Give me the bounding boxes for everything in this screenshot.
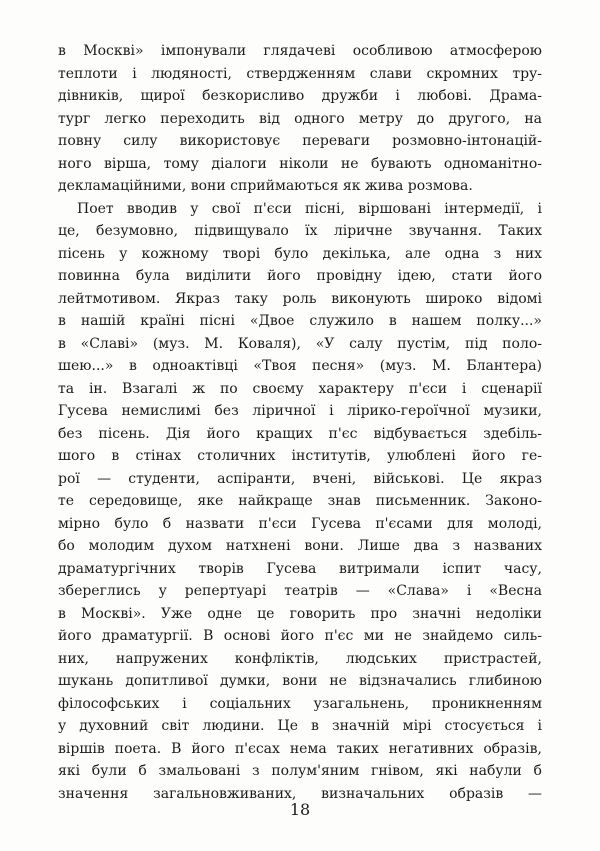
text-line: в нашій країні пісні «Двое служило в нашем полку...» xyxy=(58,313,542,329)
page-number: 18 xyxy=(289,800,311,819)
paragraph-1 xyxy=(58,40,542,198)
text-line: шею...» в одноактівці «Твоя песня» (муз. М. Блантера) xyxy=(58,358,542,374)
text-line: повинна була виділити його провідну ідею, стати його xyxy=(58,268,542,284)
body-text xyxy=(58,40,542,805)
paragraph-2 xyxy=(58,198,542,806)
text-line: в «Славі» (муз. М. Коваля), «У салу пустім, під поло- xyxy=(58,335,542,352)
text-line: тург легко переходить від одного метру до другого, на xyxy=(58,110,542,127)
text-line: шукань допитливої думки, вони не відзначались глибиною xyxy=(58,673,542,689)
text-line: в Москві». Уже одне це говорить про значні недоліки xyxy=(58,605,542,622)
text-line: повну силу використовує переваги розмовно-інтонацій- xyxy=(58,133,542,149)
text-line: ного вірша, тому діалоги ніколи не бувають одноманітно- xyxy=(58,155,542,172)
text-line: мірно було б назвати п'єси Гусева п'єсами для молоді, xyxy=(58,515,542,532)
text-line: які були б змальовані з полум'яним гнівом, які набули б xyxy=(58,763,542,779)
text-line: декламаційними, вони сприймаються як жива розмова. xyxy=(58,178,473,194)
text-line: пісень у кожному творі було декілька, але одна з них xyxy=(58,245,542,262)
text-line: бо молодим духом натхнені вони. Лише два з названих xyxy=(58,538,542,554)
text-line: та ін. Взагалі ж по своєму характеру п'єси і сценарії xyxy=(58,380,542,397)
text-line: драматургічних творів Гусева витримали іспит часу, xyxy=(58,560,542,577)
text-line: те середовище, яке найкраще знав письменник. Законо- xyxy=(58,493,542,509)
text-line: в Москві» імпонували глядачеві особливою атмосферою xyxy=(58,43,542,59)
text-line: значення загальновживаних, визначальних образів — xyxy=(58,785,542,802)
text-line: дівників, щирої безкорисливо дружби і любові. Драма- xyxy=(58,88,542,104)
text-line: у духовний світ людини. Це в значній мірі стосується і xyxy=(58,718,542,734)
text-line: збереглись у репертуарі театрів — «Слава» і «Весна xyxy=(58,583,542,599)
text-line: теплоти і людяності, ствердженням слави скромних тру- xyxy=(58,65,542,82)
text-line: його драматургії. В основі його п'єс ми не знайдемо силь- xyxy=(58,628,542,644)
text-line: філософських і соціальних узагальнень, проникненням xyxy=(58,695,542,712)
text-line: віршів поета. В його п'єсах нема таких негативних образів, xyxy=(58,740,542,757)
text-line: Гусева немислимі без ліричної і лірико-героїчної музики, xyxy=(58,403,542,419)
text-line: шого в стінах столичних інститутів, улюблені його ге- xyxy=(58,448,542,464)
text-line: них, напружених конфліктів, людських пристрастей, xyxy=(58,650,542,667)
text-line: це, безумовно, підвищувало їх ліричне звучання. Таких xyxy=(58,223,542,239)
text-line: рої — студенти, аспіранти, вчені, військові. Це якраз xyxy=(58,470,542,487)
text-line: без пісень. Дія його кращих п'єс відбувається здебіль- xyxy=(58,425,542,442)
text-line: лейтмотивом. Якраз таку роль виконують широко відомі xyxy=(58,290,542,307)
text-line: Поет вводив у свої п'єси пісні, віршовані інтермедії, і xyxy=(77,200,542,217)
